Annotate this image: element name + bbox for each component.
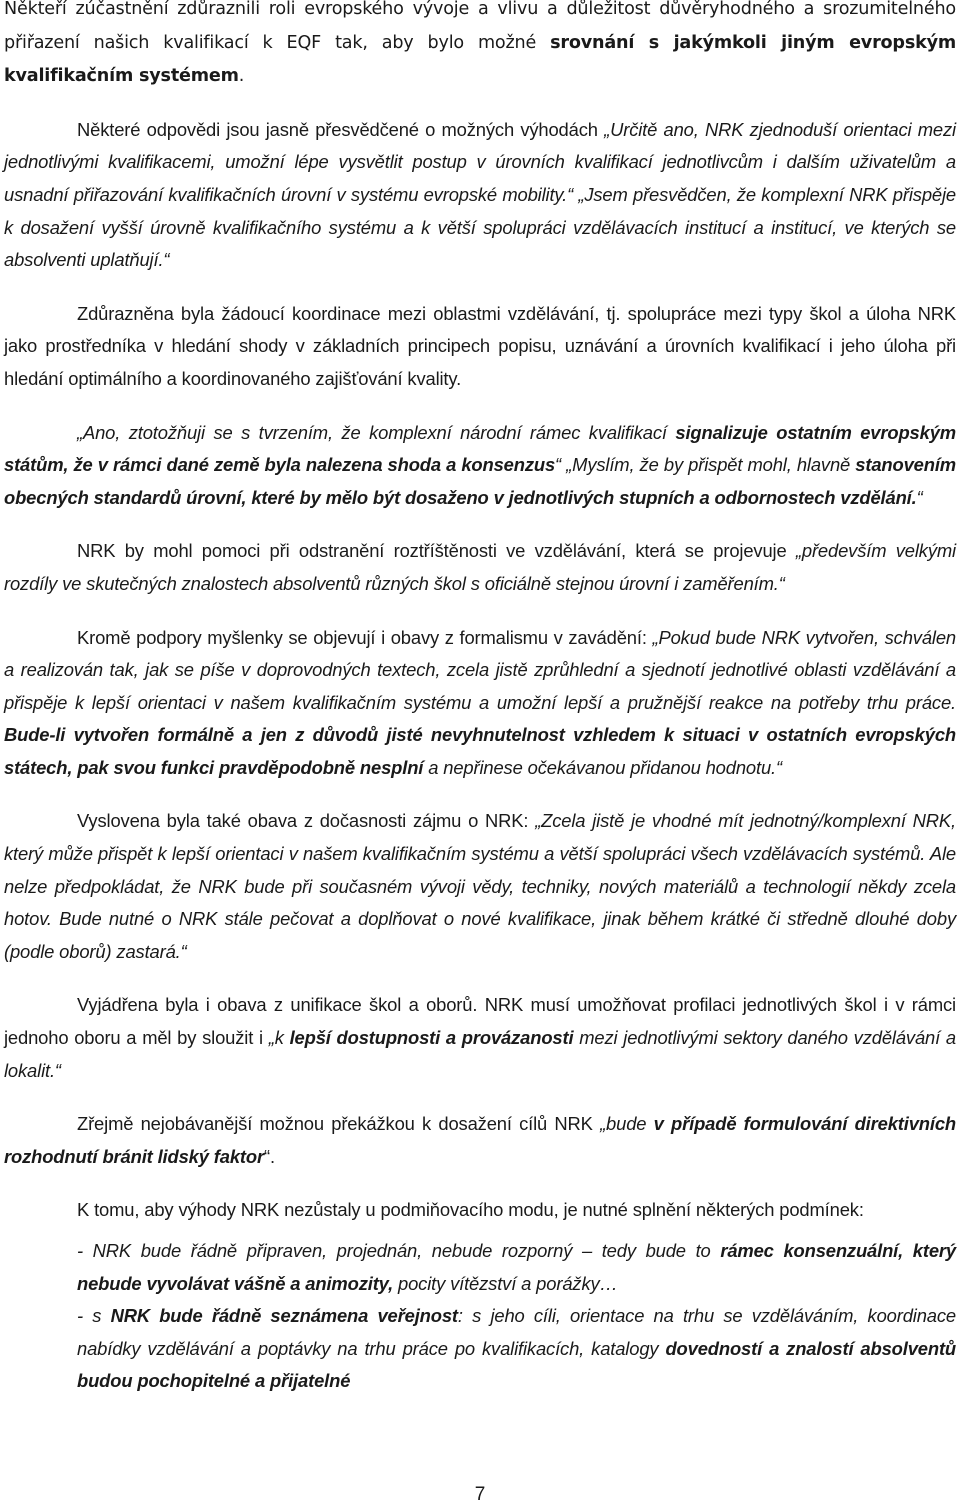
text-segment: . (238, 66, 245, 87)
paragraph (4, 298, 956, 396)
text-segment: a nepřinese očekávanou přidanou hodnotu.“ (423, 756, 782, 778)
text-segment: rámec konsenzuální, který nebude vyvolávat vášně a animozity, (77, 1240, 956, 1294)
paragraph (4, 0, 956, 93)
text-segment: “. (264, 1145, 275, 1167)
text-segment: „Zcela jistě je vhodné mít jednotný/komplexní NRK, který může přispět k lepší orientaci v našem kvalifikačním systému a větší spolupráci všech vzdělávacích systémů. Ale nelze předpokládat, že NRK bude při současném vývoji vědy, techniky, nových materiálů a technologií někdy zcela hotov. Bude nutné o NRK stále pečovat a doplňovat o nové kvalifikace, jinak během krátké či středně dlouhé doby (podle oborů) zastará.“ (4, 810, 956, 962)
text-segment: Zdůrazněna byla žádoucí koordinace mezi oblastmi vzdělávání, tj. spolupráce mezi typy škol a úloha NRK jako prostředníka v hledání shody v základních principech popisu, uznávání a úrovních kvalifikací i jeho úloha při hledání optimálního a koordinovaného zajišťování kvality. (4, 302, 956, 389)
text-segment: v případě formulování direktivních rozhodnutí bránit lidský faktor (4, 1113, 956, 1167)
text-segment: srovnání s jakýmkoli jiným evropským kvalifikačním systémem (4, 32, 956, 87)
text-segment: „bude (600, 1113, 654, 1135)
page-number: 7 (474, 1484, 486, 1505)
text-segment: „Ano, ztotožňuji se s tvrzením, že komplexní národní rámec kvalifikací (77, 421, 676, 443)
text-segment: K tomu, aby výhody NRK nezůstaly u podmiňovacího modu, je nutné splnění některých podmínek: (77, 1199, 864, 1221)
text-segment: signalizuje ostatním evropským státům, že v rámci dané země byla nalezena shoda a konsenzus (4, 421, 956, 476)
text-segment: : s jeho cíli, orientace na trhu se vzděláváním, koordinace nabídky vzdělávání a poptávky na trhu práce po kvalifikacích, katalogy (77, 1305, 956, 1359)
text-segment: dovedností a znalostí absolventů budou pochopitelné a přijatelné (77, 1337, 957, 1392)
text-segment: Někteří zúčastnění zdůraznili roli evropského vývoje a vlivu a důležitost důvěryhodného a srozumitelného přiřazení našich kvalifikací k EQF tak, aby bylo možné (4, 0, 956, 53)
paragraph (4, 114, 956, 277)
paragraph (4, 805, 956, 968)
paragraph (4, 535, 956, 600)
paragraph (4, 622, 956, 785)
text-segment: Vyjádřena byla i obava z unifikace škol a oborů. NRK musí umožňovat profilaci jednotlivých škol i v rámci jednoho oboru a měl by sloužit i (4, 994, 956, 1049)
text-segment: Zřejmě nejobávanější možnou překážkou k dosažení cílů NRK (77, 1113, 601, 1135)
text-segment: „Pokud bude NRK vytvořen, schválen a realizován tak, jak se píše v doprovodných textech, zcela jistě zprůhlední a sjednotí jednotlivé oblasti vzdělávání a přispěje k lepší orientaci v našem kvalifikačním systému a umožní lepší a pružnější reakce na potřeby trhu práce. (4, 626, 957, 713)
text-segment: - NRK bude řádně připraven, projednán, nebude rozporný – tedy bude to (77, 1240, 721, 1261)
text-segment: “ „Myslím, že by přispět mohl, hlavně (555, 454, 856, 476)
text-segment: Bude-li vytvořen formálně a jen z důvodů jisté nevyhnutelnost vzhledem k situaci v ostatních evropských státech, pak svou funkci pravděpodobně nesplní (4, 724, 956, 778)
text-segment: „především velkými rozdíly ve skutečných znalostech absolventů různých škol s oficiálně stejnou úrovní i zaměřením.“ (4, 540, 956, 594)
text-segment: „k (268, 1027, 290, 1049)
text-segment: Vyslovena byla také obava z dočasnosti zájmu o NRK: (77, 810, 536, 832)
conditions-list (4, 1235, 956, 1398)
text-segment: pocity vítězství a porážky… (393, 1272, 618, 1294)
paragraph (4, 989, 956, 1087)
text-segment: stanovením obecných standardů úrovní, které by mělo být dosaženo v jednotlivých stupních a odbornostech vzdělání. (4, 454, 956, 508)
text-segment: - s (77, 1305, 111, 1327)
list-item (77, 1235, 956, 1300)
list-item (77, 1300, 956, 1398)
text-segment: “ (916, 486, 923, 508)
body-text (4, 0, 956, 1227)
paragraph (4, 1108, 956, 1173)
text-segment: „Určitě ano, NRK zjednoduší orientaci mezi jednotlivými kvalifikacemi, umožní lépe vysvětlit postup v úrovních kvalifikací jednotlivcům i dalším uživatelům a usnadní přiřazování kvalifikačních úrovní v systému evropské mobility.“ „Jsem přesvědčen, že komplexní NRK přispěje k dosažení vyšší úrovně kvalifikačního systému a k větší spolupráci vzdělávacích institucí a institucí, ve kterých se absolventi uplatňují.“ (4, 118, 956, 271)
paragraph (4, 1194, 956, 1227)
text-segment: Kromě podpory myšlenky se objevují i obavy z formalismu v zavádění: (77, 626, 653, 648)
text-segment: lepší dostupnosti a provázanosti (289, 1027, 574, 1049)
paragraph (4, 417, 956, 515)
text-segment: NRK by mohl pomoci při odstranění roztříštěnosti ve vzdělávání, která se projevuje (77, 540, 796, 562)
text-segment: NRK bude řádně seznámena veřejnost (110, 1305, 458, 1327)
text-segment: Některé odpovědi jsou jasně přesvědčené o možných výhodách (77, 118, 605, 140)
text-segment: mezi jednotlivými sektory daného vzdělávání a lokalit.“ (4, 1027, 956, 1081)
